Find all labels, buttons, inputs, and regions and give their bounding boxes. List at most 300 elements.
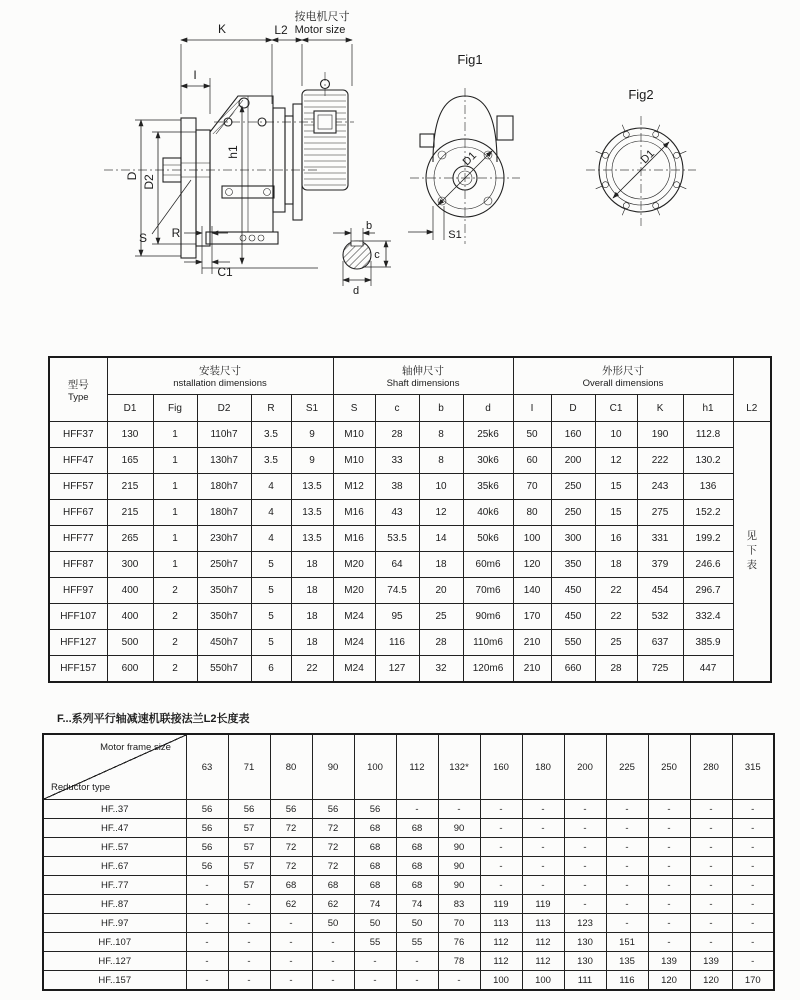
cell: 112: [522, 952, 564, 971]
table-row: [43, 952, 774, 971]
frame-size-header: 180: [522, 734, 564, 800]
cell: -: [396, 952, 438, 971]
cell: -: [186, 876, 228, 895]
col-header: h1: [683, 395, 733, 422]
technical-drawings: [0, 0, 800, 350]
col-header: K: [637, 395, 683, 422]
row-label: HF..67: [43, 857, 186, 876]
motor-frame-header-row: [43, 734, 774, 800]
cell: M24: [333, 630, 375, 656]
table-row: [43, 838, 774, 857]
cell: 165: [107, 448, 153, 474]
cell: 100: [522, 971, 564, 991]
cell: 74.5: [375, 578, 419, 604]
cell: 90m6: [463, 604, 513, 630]
col-header: Fig: [153, 395, 197, 422]
cell: -: [732, 895, 774, 914]
cell: 250: [551, 474, 595, 500]
cell: 57: [228, 819, 270, 838]
cell: M16: [333, 526, 375, 552]
cell: 1: [153, 552, 197, 578]
cell: 152.2: [683, 500, 733, 526]
cell: 33: [375, 448, 419, 474]
cell: 210: [513, 630, 551, 656]
cell: 447: [683, 656, 733, 683]
cell: 725: [637, 656, 683, 683]
table-row: [43, 876, 774, 895]
frame-size-header: 80: [270, 734, 312, 800]
cell: 68: [396, 857, 438, 876]
cell: -: [648, 800, 690, 819]
cell: 170: [513, 604, 551, 630]
cell: 18: [291, 604, 333, 630]
cell: 50: [312, 914, 354, 933]
cell: 116: [375, 630, 419, 656]
fig2-drawing: [586, 87, 696, 226]
cell: 74: [354, 895, 396, 914]
row-label: HF..157: [43, 971, 186, 991]
section-label-d: d: [352, 285, 360, 297]
cell: -: [228, 914, 270, 933]
cell: 3.5: [251, 422, 291, 448]
cell: 100: [480, 971, 522, 991]
row-label: HFF47: [49, 448, 107, 474]
cell: 265: [107, 526, 153, 552]
cell: 119: [480, 895, 522, 914]
cell: 123: [564, 914, 606, 933]
cell: -: [186, 933, 228, 952]
cell: -: [564, 819, 606, 838]
cell: 20: [419, 578, 463, 604]
cell: 90: [438, 838, 480, 857]
cell: 210: [513, 656, 551, 683]
row-label: HFF67: [49, 500, 107, 526]
fig1-label-s1: S1: [448, 229, 462, 241]
row-label: HFF77: [49, 526, 107, 552]
cell: 454: [637, 578, 683, 604]
cell: 350h7: [197, 604, 251, 630]
cell: -: [186, 895, 228, 914]
group-header-row: [49, 357, 771, 395]
cell: -: [690, 800, 732, 819]
cell: 56: [186, 838, 228, 857]
cell: 25: [595, 630, 637, 656]
table-row: [49, 500, 771, 526]
cell: 350h7: [197, 578, 251, 604]
cell: 130: [564, 952, 606, 971]
cell: 18: [291, 630, 333, 656]
cell: -: [606, 819, 648, 838]
cell: 25k6: [463, 422, 513, 448]
type-header-en: Type: [67, 391, 89, 403]
cell: 56: [270, 800, 312, 819]
cell: -: [648, 895, 690, 914]
table-row: [49, 604, 771, 630]
cell: 64: [375, 552, 419, 578]
cell: -: [606, 876, 648, 895]
cell: -: [690, 914, 732, 933]
cell: 450h7: [197, 630, 251, 656]
cell: 60: [513, 448, 551, 474]
cell: 5: [251, 604, 291, 630]
cell: 379: [637, 552, 683, 578]
dim-label-d2: D2: [142, 174, 156, 190]
cell: 500: [107, 630, 153, 656]
cell: -: [186, 952, 228, 971]
corner-label-motor-frame: Motor frame size: [100, 742, 171, 753]
cell: -: [606, 800, 648, 819]
cell: -: [480, 857, 522, 876]
cell: 50: [354, 914, 396, 933]
cell: -: [564, 838, 606, 857]
cell: 112: [522, 933, 564, 952]
cell: 18: [291, 578, 333, 604]
col-header: S1: [291, 395, 333, 422]
column-header-row: [49, 395, 771, 422]
dim-label-c1: C1: [217, 265, 233, 279]
col-header-l2: L2: [733, 357, 771, 422]
cell: -: [480, 876, 522, 895]
dim-label-h1: h1: [226, 145, 240, 159]
cell: 130: [107, 422, 153, 448]
cell: 130: [564, 933, 606, 952]
cell: 68: [396, 838, 438, 857]
cell: M24: [333, 604, 375, 630]
cell: 90: [438, 857, 480, 876]
cell: 90: [438, 876, 480, 895]
cell: 68: [396, 819, 438, 838]
group-installation-cn: 安装尺寸: [199, 365, 242, 377]
flange-table-body: [43, 800, 774, 991]
cell: 215: [107, 500, 153, 526]
frame-size-header: 132*: [438, 734, 480, 800]
dim-label-s: S: [138, 231, 148, 245]
frame-size-header: 90: [312, 734, 354, 800]
group-shaft: [333, 357, 513, 395]
cell: 95: [375, 604, 419, 630]
col-header: c: [375, 395, 419, 422]
cell: -: [354, 971, 396, 991]
group-installation: [107, 357, 333, 395]
row-label: HF..47: [43, 819, 186, 838]
cell: 4: [251, 526, 291, 552]
cell: 100: [513, 526, 551, 552]
group-overall-cn: 外形尺寸: [602, 365, 645, 377]
fig2-label-d1: D1: [638, 147, 658, 167]
cell: -: [270, 971, 312, 991]
cell: 70: [513, 474, 551, 500]
cell: 120: [648, 971, 690, 991]
cell: 112: [480, 933, 522, 952]
cell: 56: [186, 857, 228, 876]
cell: 10: [595, 422, 637, 448]
frame-size-header: 71: [228, 734, 270, 800]
cell: 120: [513, 552, 551, 578]
cell: 80: [513, 500, 551, 526]
cell: 25: [419, 604, 463, 630]
cell: 110h7: [197, 422, 251, 448]
cell: 130.2: [683, 448, 733, 474]
cell: 300: [551, 526, 595, 552]
cell: 68: [354, 838, 396, 857]
col-header: I: [513, 395, 551, 422]
group-overall: [513, 357, 733, 395]
cell: -: [438, 971, 480, 991]
cell: -: [606, 857, 648, 876]
flange-table-title: F...系列平行轴减速机联接法兰L2长度表: [57, 713, 250, 725]
col-header: S: [333, 395, 375, 422]
row-label: HFF127: [49, 630, 107, 656]
cell: -: [690, 838, 732, 857]
cell: 16: [595, 526, 637, 552]
cell: 275: [637, 500, 683, 526]
cell: 139: [648, 952, 690, 971]
frame-size-header: 200: [564, 734, 606, 800]
cell: -: [648, 876, 690, 895]
type-header-cn: 型号: [67, 378, 89, 391]
cell: 90: [438, 819, 480, 838]
cell: 550h7: [197, 656, 251, 683]
cell: 72: [312, 819, 354, 838]
cell: 68: [270, 876, 312, 895]
cell: -: [732, 857, 774, 876]
cell: 250h7: [197, 552, 251, 578]
cell: -: [312, 971, 354, 991]
cell: 72: [312, 838, 354, 857]
group-overall-en: Overall dimensions: [582, 378, 664, 389]
cell: 400: [107, 604, 153, 630]
cell: 13.5: [291, 526, 333, 552]
shaft-section-drawing: [333, 220, 391, 297]
cell: -: [438, 800, 480, 819]
cell: 243: [637, 474, 683, 500]
cell: 13.5: [291, 500, 333, 526]
cell: -: [228, 895, 270, 914]
cell: 78: [438, 952, 480, 971]
dim-label-r: R: [171, 226, 181, 240]
table-row: [43, 819, 774, 838]
cell: 18: [595, 552, 637, 578]
cell: -: [480, 838, 522, 857]
cell: 35k6: [463, 474, 513, 500]
cell: 43: [375, 500, 419, 526]
row-label: HF..37: [43, 800, 186, 819]
cell: 151: [606, 933, 648, 952]
col-header: D2: [197, 395, 251, 422]
cell: 56: [186, 819, 228, 838]
corner-header: [43, 734, 186, 800]
cell: -: [312, 933, 354, 952]
cell: -: [732, 876, 774, 895]
cell: 55: [396, 933, 438, 952]
section-label-b: b: [365, 220, 373, 232]
cell: 68: [396, 876, 438, 895]
cell: -: [480, 800, 522, 819]
row-label: HF..57: [43, 838, 186, 857]
table-row: [49, 474, 771, 500]
cell: 1: [153, 448, 197, 474]
cell: -: [690, 895, 732, 914]
cell: 30k6: [463, 448, 513, 474]
cell: 15: [595, 474, 637, 500]
cell: 1: [153, 422, 197, 448]
cell: 6: [251, 656, 291, 683]
table-row: [43, 914, 774, 933]
cell: -: [564, 857, 606, 876]
cell: -: [186, 914, 228, 933]
cell: 3.5: [251, 448, 291, 474]
cell: 8: [419, 448, 463, 474]
cell: 18: [419, 552, 463, 578]
cell: -: [606, 895, 648, 914]
col-header: C1: [595, 395, 637, 422]
side-view-drawing: [104, 9, 354, 279]
cell: -: [270, 933, 312, 952]
cell: 385.9: [683, 630, 733, 656]
row-label: HFF57: [49, 474, 107, 500]
cell: 50: [513, 422, 551, 448]
cell: 120: [690, 971, 732, 991]
cell: 190: [637, 422, 683, 448]
cell: 112: [480, 952, 522, 971]
fig1-title: Fig1: [457, 52, 483, 67]
cell: 2: [153, 656, 197, 683]
cell: 139: [690, 952, 732, 971]
cell: 246.6: [683, 552, 733, 578]
row-label: HF..97: [43, 914, 186, 933]
cell: -: [228, 971, 270, 991]
group-installation-en: nstallation dimensions: [173, 378, 267, 389]
table-row: [49, 448, 771, 474]
cell: 28: [419, 630, 463, 656]
cell: -: [690, 857, 732, 876]
cell: -: [732, 914, 774, 933]
cell: -: [732, 933, 774, 952]
cell: -: [186, 971, 228, 991]
dimensions-table-body: [49, 422, 771, 683]
cell: 56: [228, 800, 270, 819]
cell: 68: [354, 857, 396, 876]
frame-size-header: 250: [648, 734, 690, 800]
cell: 1: [153, 526, 197, 552]
table-row: [49, 552, 771, 578]
cell: 62: [270, 895, 312, 914]
cell: 10: [419, 474, 463, 500]
cell: 5: [251, 552, 291, 578]
cell: -: [270, 914, 312, 933]
cell: 22: [595, 604, 637, 630]
cell: 400: [107, 578, 153, 604]
dim-label-l2: L2: [274, 23, 288, 37]
cell: 8: [419, 422, 463, 448]
table-row: [49, 578, 771, 604]
cell: 2: [153, 578, 197, 604]
frame-size-header: 315: [732, 734, 774, 800]
cell: 56: [354, 800, 396, 819]
cell: 5: [251, 630, 291, 656]
cell: -: [732, 819, 774, 838]
frame-size-header: 280: [690, 734, 732, 800]
row-label: HFF97: [49, 578, 107, 604]
cell: -: [522, 838, 564, 857]
cell: -: [564, 895, 606, 914]
section-label-c: c: [374, 249, 380, 261]
cell: 113: [522, 914, 564, 933]
cell: 12: [595, 448, 637, 474]
frame-size-header: 225: [606, 734, 648, 800]
table-row: [43, 800, 774, 819]
cell: M12: [333, 474, 375, 500]
fig1-drawing: [408, 52, 520, 244]
cell: 13.5: [291, 474, 333, 500]
cell: M20: [333, 578, 375, 604]
cell: -: [270, 952, 312, 971]
table-row: [49, 526, 771, 552]
cell: 1: [153, 500, 197, 526]
flange-l2-table: [42, 733, 775, 991]
cell: 83: [438, 895, 480, 914]
cell: -: [648, 933, 690, 952]
cell: 215: [107, 474, 153, 500]
dim-label-i: I: [193, 68, 197, 82]
cell: -: [396, 971, 438, 991]
cell: 113: [480, 914, 522, 933]
row-label: HFF107: [49, 604, 107, 630]
cell: 4: [251, 474, 291, 500]
table-row: [43, 857, 774, 876]
cell: 70m6: [463, 578, 513, 604]
cell: 112.8: [683, 422, 733, 448]
cell: 170: [732, 971, 774, 991]
dim-label-d: D: [125, 171, 139, 181]
cell: 160: [551, 422, 595, 448]
table-row: [49, 656, 771, 683]
cell: 50k6: [463, 526, 513, 552]
cell: -: [732, 800, 774, 819]
cell: -: [648, 838, 690, 857]
cell: -: [732, 952, 774, 971]
cell: -: [564, 876, 606, 895]
row-label: HF..87: [43, 895, 186, 914]
dim-label-k: K: [217, 22, 227, 36]
cell: 68: [312, 876, 354, 895]
cell: 119: [522, 895, 564, 914]
cell: M20: [333, 552, 375, 578]
cell: 28: [595, 656, 637, 683]
cell: 56: [312, 800, 354, 819]
row-label: HFF157: [49, 656, 107, 683]
cell: 9: [291, 422, 333, 448]
cell: 350: [551, 552, 595, 578]
cell: 50: [396, 914, 438, 933]
cell: -: [732, 838, 774, 857]
cell: 230h7: [197, 526, 251, 552]
cell: 72: [270, 838, 312, 857]
cell: 136: [683, 474, 733, 500]
cell: 637: [637, 630, 683, 656]
cell: 116: [606, 971, 648, 991]
row-label: HF..107: [43, 933, 186, 952]
cell: -: [354, 952, 396, 971]
table-row: [43, 971, 774, 991]
cell: 72: [312, 857, 354, 876]
cell: 32: [419, 656, 463, 683]
group-shaft-cn: 轴伸尺寸: [402, 365, 445, 377]
cell: 15: [595, 500, 637, 526]
cell: -: [690, 933, 732, 952]
cell: 1: [153, 474, 197, 500]
frame-size-header: 160: [480, 734, 522, 800]
